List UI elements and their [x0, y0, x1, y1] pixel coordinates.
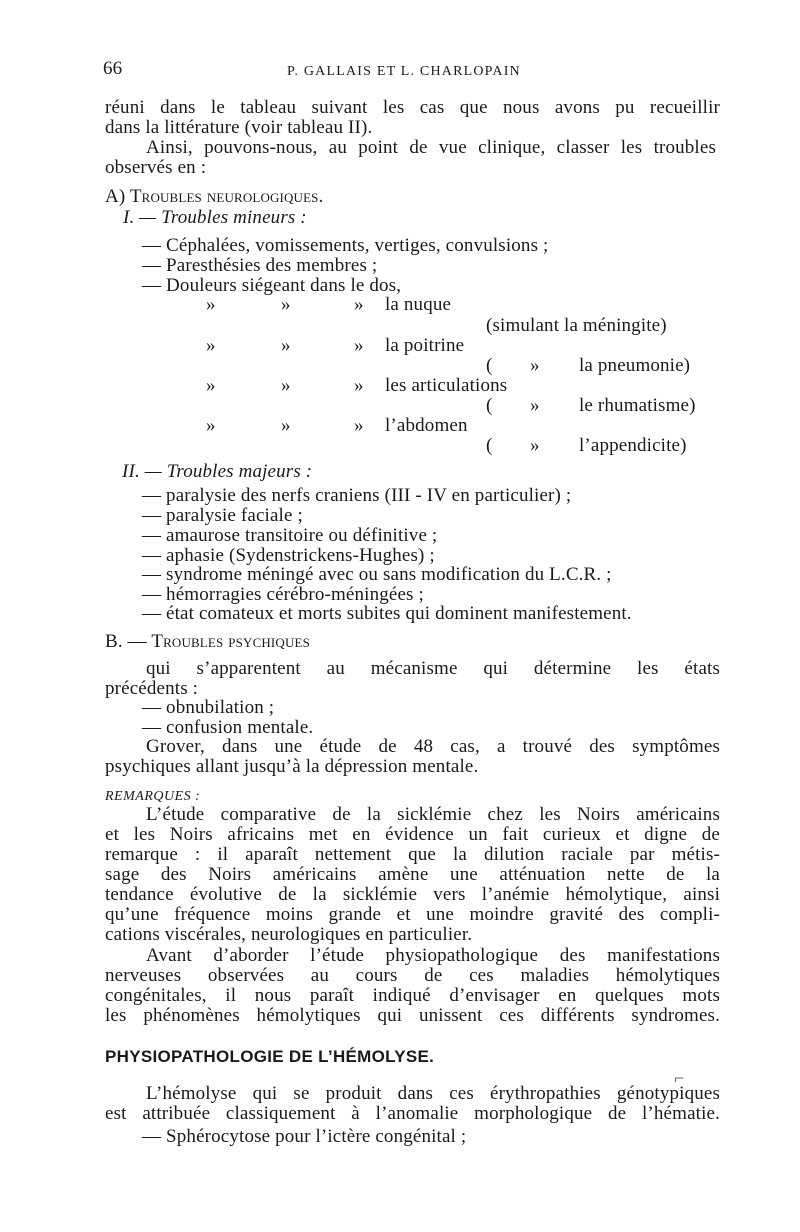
majeurs-item: — état comateux et morts subites qui dominent manifestement. [142, 603, 632, 624]
location-abdomen: l’abdomen [385, 415, 468, 436]
majeurs-item: — paralysie faciale ; [142, 505, 303, 526]
running-title: P. GALLAIS ET L. CHARLOPAIN [287, 64, 521, 79]
intro-line-4: observés en : [105, 157, 207, 178]
intro-line-2: dans la littérature (voir tableau II). [105, 117, 373, 138]
remarques-line: cations viscérales, neurologiques en particulier. [105, 924, 473, 945]
majeurs-item: — hémorragies cérébro-méningées ; [142, 584, 424, 605]
remarques-line: les phénomènes hémolytiques qui unissent ces différents syndromes. [105, 1005, 720, 1026]
open-paren: ( [486, 395, 493, 416]
mineurs-item: — Douleurs siégeant dans le dos, [142, 275, 402, 296]
ditto-mark: » [354, 294, 364, 315]
troubles-mineurs-heading: I. — Troubles mineurs : [123, 207, 307, 228]
open-paren: ( [486, 435, 493, 456]
simulation-rhumatisme: le rhumatisme) [579, 395, 696, 416]
majeurs-item: — aphasie (Sydenstrickens-Hughes) ; [142, 545, 435, 566]
mineurs-item: — Céphalées, vomissements, vertiges, convulsions ; [142, 235, 549, 256]
remarques-line: L’étude comparative de la sicklémie chez les Noirs américains [146, 804, 720, 825]
margin-mark: ⌐ [674, 1068, 685, 1088]
ditto-mark: » [354, 415, 364, 436]
remarques-line: Avant d’aborder l’étude physiopathologique des manifestations [146, 945, 720, 966]
location-nuque: la nuque [385, 294, 452, 315]
remarques-line: congénitales, il nous paraît indiqué d’envisager en quelques mots [105, 985, 720, 1006]
physio-line: L’hémolyse qui se produit dans ces érythropathies génotypiques [146, 1083, 720, 1104]
remarques-line: tendance évolutive de la sicklémie vers l’anémie hémolytique, ainsi [105, 884, 720, 905]
intro-line-1: réuni dans le tableau suivant les cas que nous avons pu recueillir [105, 97, 720, 118]
location-poitrine: la poitrine [385, 335, 465, 356]
physio-item: — Sphérocytose pour l’ictère congénital ; [142, 1126, 467, 1147]
remarques-line: sage des Noirs américains amène une atténuation nette de la [105, 864, 720, 885]
ditto-mark: » [354, 335, 364, 356]
psychiques-item: — obnubilation ; [142, 697, 275, 718]
ditto-mark: » [530, 435, 540, 456]
intro-line-3: Ainsi, pouvons-nous, au point de vue clinique, classer les troubles [146, 137, 716, 158]
ditto-mark: » [530, 395, 540, 416]
troubles-majeurs-heading: II. — Troubles majeurs : [122, 461, 313, 482]
ditto-mark: » [281, 375, 291, 396]
location-articulations: les articulations [385, 375, 508, 396]
section-b-line-1: qui s’apparentent au mécanisme qui détermine les états [146, 658, 720, 679]
ditto-mark: » [530, 355, 540, 376]
section-a-heading: A) Troubles neurologiques. [105, 186, 324, 207]
ditto-mark: » [206, 335, 216, 356]
grover-line-2: psychiques allant jusqu’à la dépression mentale. [105, 756, 479, 777]
majeurs-item: — syndrome méningé avec ou sans modification du L.C.R. ; [142, 564, 612, 585]
remarques-line: remarque : il aparaît nettement que la dilution raciale par métis- [105, 844, 720, 865]
ditto-mark: » [281, 294, 291, 315]
ditto-mark: » [281, 415, 291, 436]
ditto-mark: » [206, 415, 216, 436]
psychiques-item: — confusion mentale. [142, 717, 314, 738]
open-paren: ( [486, 355, 493, 376]
physiopathologie-heading: PHYSIOPATHOLOGIE DE L’HÉMOLYSE. [105, 1047, 435, 1066]
page-number: 66 [103, 58, 123, 79]
majeurs-item: — amaurose transitoire ou définitive ; [142, 525, 438, 546]
ditto-mark: » [206, 375, 216, 396]
ditto-mark: » [281, 335, 291, 356]
remarques-line: qu’une fréquence moins grande et une moindre gravité des compli- [105, 904, 720, 925]
grover-line-1: Grover, dans une étude de 48 cas, a trouvé des symptômes [146, 736, 720, 757]
simulation-pneumonie: la pneumonie) [579, 355, 691, 376]
section-b-line-2: précédents : [105, 678, 199, 699]
remarques-line: nerveuses observées au cours de ces maladies hémolytiques [105, 965, 720, 986]
ditto-mark: » [206, 294, 216, 315]
mineurs-item: — Paresthésies des membres ; [142, 255, 378, 276]
simulation-appendicite: l’appendicite) [579, 435, 687, 456]
remarques-line: et les Noirs africains met en évidence un fait curieux et digne de [105, 824, 720, 845]
majeurs-item: — paralysie des nerfs craniens (III - IV en particulier) ; [142, 485, 572, 506]
remarques-heading: REMARQUES : [105, 789, 201, 804]
simulant-meningite: (simulant la méningite) [486, 315, 667, 336]
section-b-heading: B. — Troubles psychiques [105, 631, 310, 652]
ditto-mark: » [354, 375, 364, 396]
physio-line: est attribuée classiquement à l’anomalie morphologique de l’hématie. [105, 1103, 720, 1124]
